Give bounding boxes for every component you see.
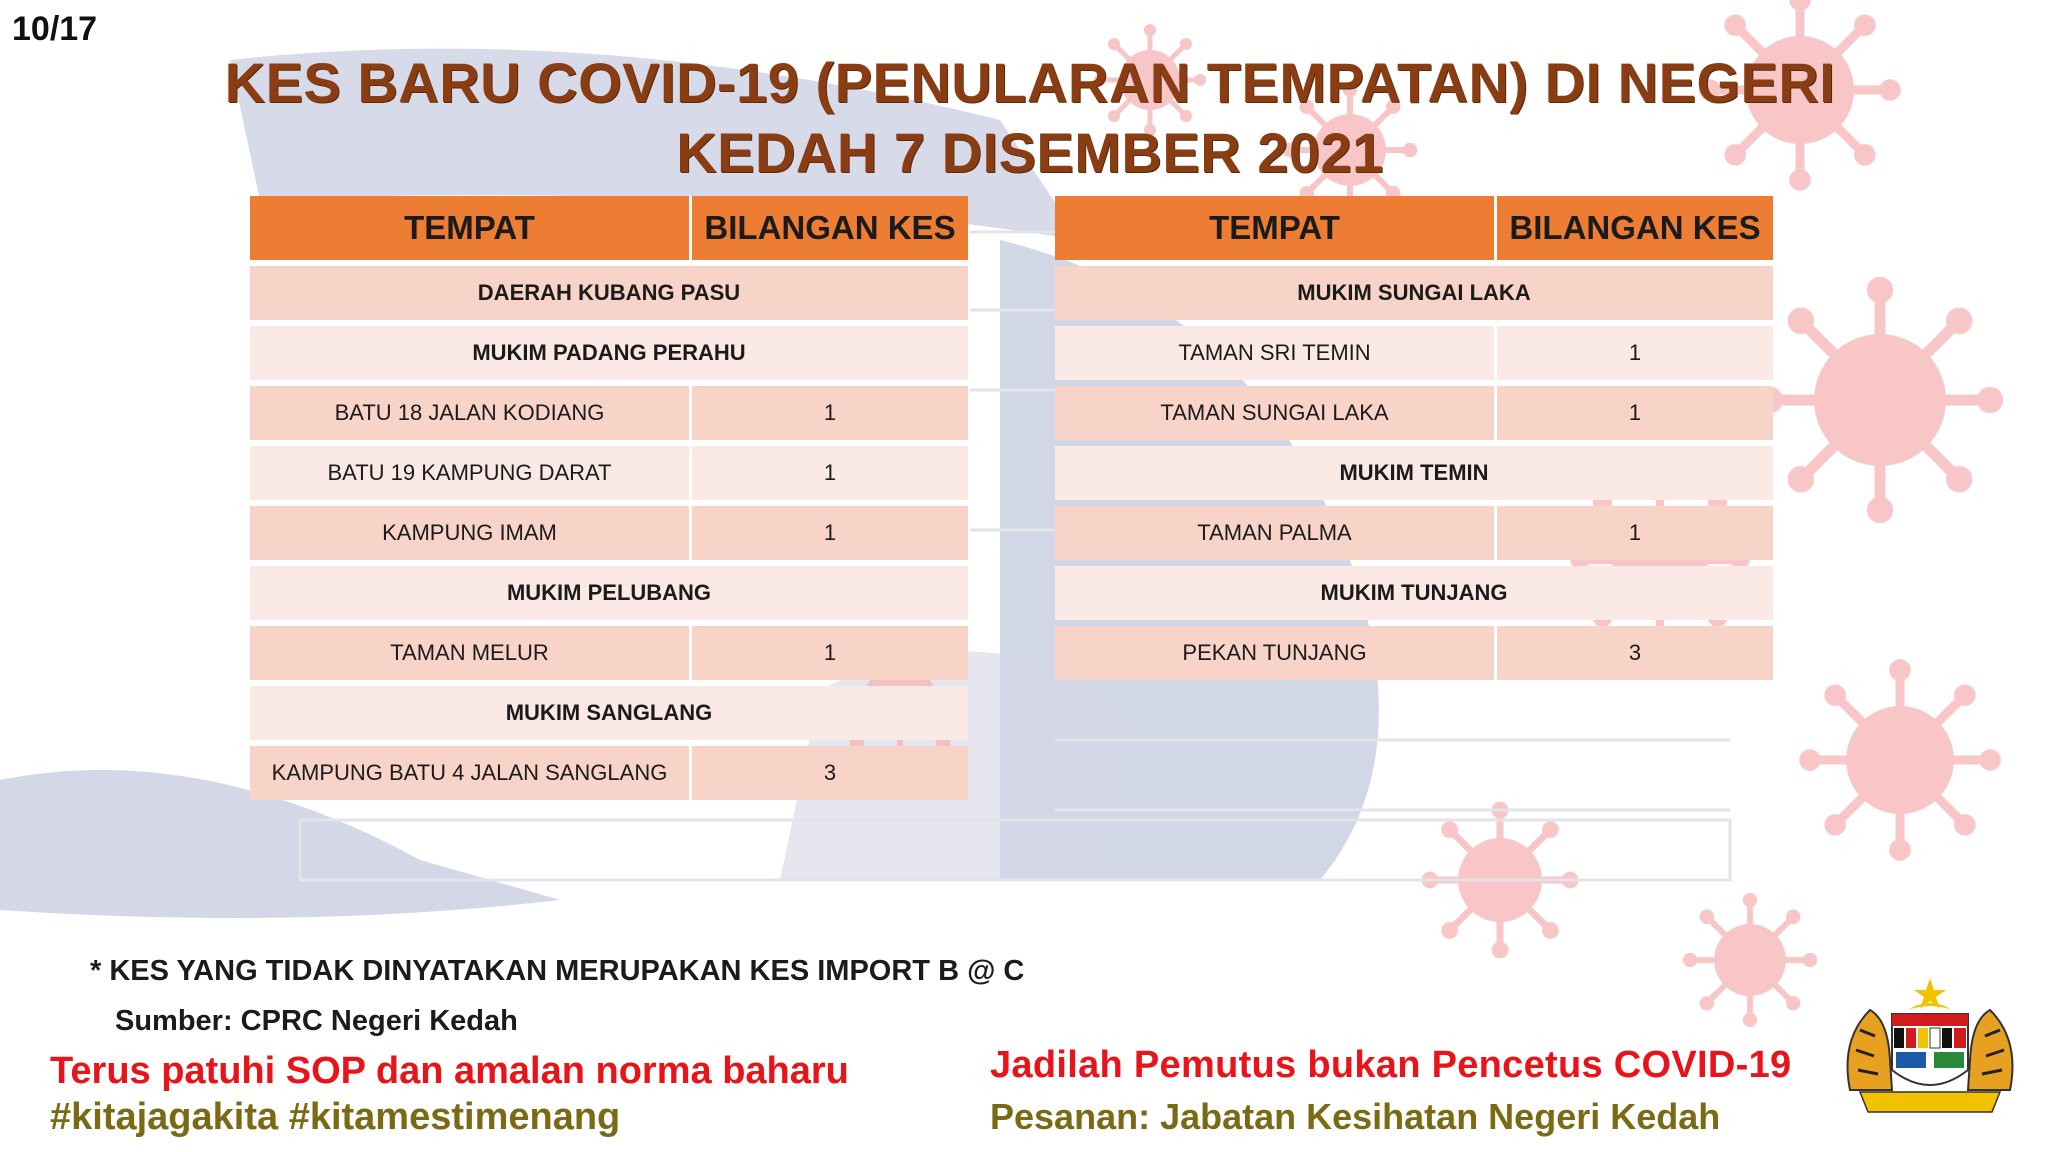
count-cell: 1 xyxy=(692,626,968,680)
left-header-count: BILANGAN KES xyxy=(692,196,968,260)
left-case-table xyxy=(250,190,968,806)
title-line-1: KES BARU COVID-19 (PENULARAN TEMPATAN) DI NEGERI xyxy=(224,51,1836,114)
place-cell: PEKAN TUNJANG xyxy=(1055,626,1497,680)
mukim-sungai-laka: MUKIM SUNGAI LAKA xyxy=(1055,266,1773,320)
count-cell: 1 xyxy=(1497,386,1773,440)
mukim-temin: MUKIM TEMIN xyxy=(1055,446,1773,500)
place-cell: BATU 18 JALAN KODIANG xyxy=(250,386,692,440)
place-cell: BATU 19 KAMPUNG DARAT xyxy=(250,446,692,500)
table-row xyxy=(1055,386,1773,440)
place-cell: KAMPUNG BATU 4 JALAN SANGLANG xyxy=(250,746,692,800)
title-line-2: KEDAH 7 DISEMBER 2021 xyxy=(676,121,1384,184)
count-cell: 1 xyxy=(692,446,968,500)
place-cell: TAMAN SUNGAI LAKA xyxy=(1055,386,1497,440)
table-row xyxy=(250,626,968,680)
district-row xyxy=(250,266,968,320)
right-header-count: BILANGAN KES xyxy=(1497,196,1773,260)
count-cell: 3 xyxy=(692,746,968,800)
district-name: DAERAH KUBANG PASU xyxy=(250,266,968,320)
table-row xyxy=(250,746,968,800)
message-source: Pesanan: Jabatan Kesihatan Negeri Kedah xyxy=(990,1096,1721,1137)
table-row xyxy=(250,506,968,560)
table-row xyxy=(250,446,968,500)
mukim-tunjang: MUKIM TUNJANG xyxy=(1055,566,1773,620)
malaysia-coat-of-arms-icon xyxy=(1830,970,2030,1120)
left-header-place: TEMPAT xyxy=(250,196,692,260)
mukim-row xyxy=(250,326,968,380)
mukim-sanglang: MUKIM SANGLANG xyxy=(250,686,968,740)
place-cell: TAMAN SRI TEMIN xyxy=(1055,326,1497,380)
count-cell: 1 xyxy=(1497,506,1773,560)
slogan: Jadilah Pemutus bukan Pencetus COVID-19 xyxy=(990,1044,1792,1086)
right-case-table xyxy=(1055,190,1773,686)
right-table-header-row xyxy=(1055,196,1773,260)
right-header-place: TEMPAT xyxy=(1055,196,1497,260)
count-cell: 1 xyxy=(692,386,968,440)
mukim-row xyxy=(250,686,968,740)
count-cell: 3 xyxy=(1497,626,1773,680)
mukim-row xyxy=(250,566,968,620)
left-table-header-row xyxy=(250,196,968,260)
page-number: 10/17 xyxy=(12,10,98,48)
count-cell: 1 xyxy=(1497,326,1773,380)
mukim-row xyxy=(1055,266,1773,320)
footnote: * KES YANG TIDAK DINYATAKAN MERUPAKAN KES IMPORT B @ C xyxy=(90,955,1025,987)
count-cell: 1 xyxy=(692,506,968,560)
table-row xyxy=(1055,626,1773,680)
hashtags: #kitajagakita #kitamestimenang xyxy=(50,1096,621,1138)
table-row xyxy=(1055,506,1773,560)
mukim-pelubang: MUKIM PELUBANG xyxy=(250,566,968,620)
place-cell: TAMAN PALMA xyxy=(1055,506,1497,560)
table-row xyxy=(1055,326,1773,380)
table-row xyxy=(250,386,968,440)
source-text: Sumber: CPRC Negeri Kedah xyxy=(115,1005,518,1037)
mukim-padang-perahu: MUKIM PADANG PERAHU xyxy=(250,326,968,380)
mukim-row xyxy=(1055,446,1773,500)
place-cell: TAMAN MELUR xyxy=(250,626,692,680)
sop-message: Terus patuhi SOP dan amalan norma baharu xyxy=(50,1050,849,1092)
page-title xyxy=(180,48,1880,188)
mukim-row xyxy=(1055,566,1773,620)
place-cell: KAMPUNG IMAM xyxy=(250,506,692,560)
